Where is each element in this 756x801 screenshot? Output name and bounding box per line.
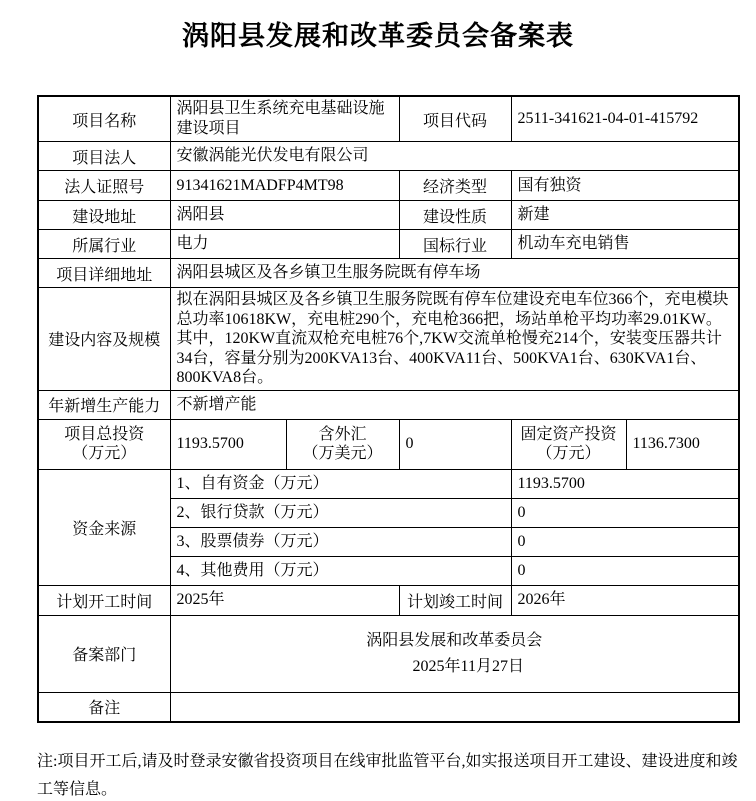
legal-person-value: 安徽涡能光伏发电有限公司 [170, 142, 739, 171]
page-title: 涡阳县发展和改革委员会备案表 [182, 21, 574, 51]
funding-source-label: 资金来源 [38, 469, 170, 585]
filing-org: 涡阳县发展和改革委员会 [366, 631, 543, 649]
construction-address-label: 建设地址 [38, 201, 170, 230]
national-industry-label: 国标行业 [399, 230, 511, 259]
license-no-value: 91341621MADFP4MT98 [170, 171, 399, 201]
industry-label: 所属行业 [38, 230, 170, 259]
filing-department-value [170, 615, 739, 692]
funding-item-label: 4、其他费用（万元） [170, 556, 511, 585]
funding-item-label: 1、自有资金（万元） [170, 469, 511, 498]
new-capacity-value: 不新增产能 [170, 390, 739, 419]
planned-completion-label: 计划竣工时间 [399, 585, 511, 615]
table-row [38, 419, 739, 469]
table-row [38, 230, 739, 259]
project-code-value: 2511-341621-04-01-415792 [511, 96, 739, 142]
table-row [38, 96, 739, 142]
table-row [38, 288, 739, 391]
fixed-asset-investment-unit: （万元） [536, 445, 601, 462]
planned-completion-value: 2026年 [511, 585, 739, 615]
table-row [38, 201, 739, 230]
table-row [38, 171, 739, 201]
table-row [38, 142, 739, 171]
total-investment-unit: （万元） [72, 445, 137, 462]
industry-value: 电力 [170, 230, 399, 259]
planned-start-value: 2025年 [170, 585, 399, 615]
table-row [38, 692, 739, 722]
national-industry-value: 机动车充电销售 [511, 230, 739, 259]
table-row [38, 585, 739, 615]
license-no-label: 法人证照号 [38, 171, 170, 201]
project-name-value: 涡阳县卫生系统充电基础设施建设项目 [170, 96, 399, 142]
new-capacity-label: 年新增生产能力 [38, 390, 170, 419]
economic-type-value: 国有独资 [511, 171, 739, 201]
total-investment-value: 1193.5700 [170, 419, 286, 469]
foreign-exchange-value: 0 [399, 419, 511, 469]
filing-date: 2025年11月27日 [412, 657, 524, 675]
foreign-exchange-label-text: 含外汇 [318, 426, 367, 443]
total-investment-label-text: 项目总投资 [64, 426, 145, 443]
foreign-exchange-label [286, 419, 399, 469]
fixed-asset-investment-value: 1136.7300 [626, 419, 739, 469]
funding-item-label: 2、银行贷款（万元） [170, 498, 511, 527]
detailed-address-value: 涡阳县城区及各乡镇卫生服务院既有停车场 [170, 259, 739, 288]
funding-item-value: 1193.5700 [511, 469, 739, 498]
table-row [38, 469, 739, 498]
filing-department-label: 备案部门 [38, 615, 170, 692]
content-scale-label: 建设内容及规模 [38, 288, 170, 391]
table-row [38, 390, 739, 419]
project-code-label: 项目代码 [399, 96, 511, 142]
fixed-asset-investment-label [511, 419, 626, 469]
content-scale-value: 拟在涡阳县城区及各乡镇卫生服务院既有停车位建设充电车位366个，充电模块总功率10618KW，充电桩290个，充电枪366把，场站单枪平均功率29.01KW。其中，120KW直流双枪充电桩76个,7KW交流单枪慢充214个，安装变压器共计34台，容量分别为200KVA13台、400KVA11台、500KVA1台、630KVA1台、800KVA8台。 [170, 288, 739, 391]
footer-note: 注:项目开工后,请及时登录安徽省投资项目在线审批监管平台,如实报送项目开工建设、建设进度和竣工等信息。 [37, 753, 738, 798]
funding-item-label: 3、股票债券（万元） [170, 527, 511, 556]
filing-form-table [37, 95, 740, 723]
table-row [38, 259, 739, 288]
remarks-value [170, 692, 739, 722]
foreign-exchange-unit: （万美元） [302, 445, 383, 462]
legal-person-label: 项目法人 [38, 142, 170, 171]
economic-type-label: 经济类型 [399, 171, 511, 201]
funding-item-value: 0 [511, 556, 739, 585]
planned-start-label: 计划开工时间 [38, 585, 170, 615]
fixed-asset-investment-label-text: 固定资产投资 [520, 426, 617, 443]
detailed-address-label: 项目详细地址 [38, 259, 170, 288]
construction-nature-value: 新建 [511, 201, 739, 230]
funding-item-value: 0 [511, 527, 739, 556]
construction-nature-label: 建设性质 [399, 201, 511, 230]
project-name-label: 项目名称 [38, 96, 170, 142]
table-row [38, 615, 739, 692]
funding-item-value: 0 [511, 498, 739, 527]
total-investment-label [38, 419, 170, 469]
construction-address-value: 涡阳县 [170, 201, 399, 230]
remarks-label: 备注 [38, 692, 170, 722]
